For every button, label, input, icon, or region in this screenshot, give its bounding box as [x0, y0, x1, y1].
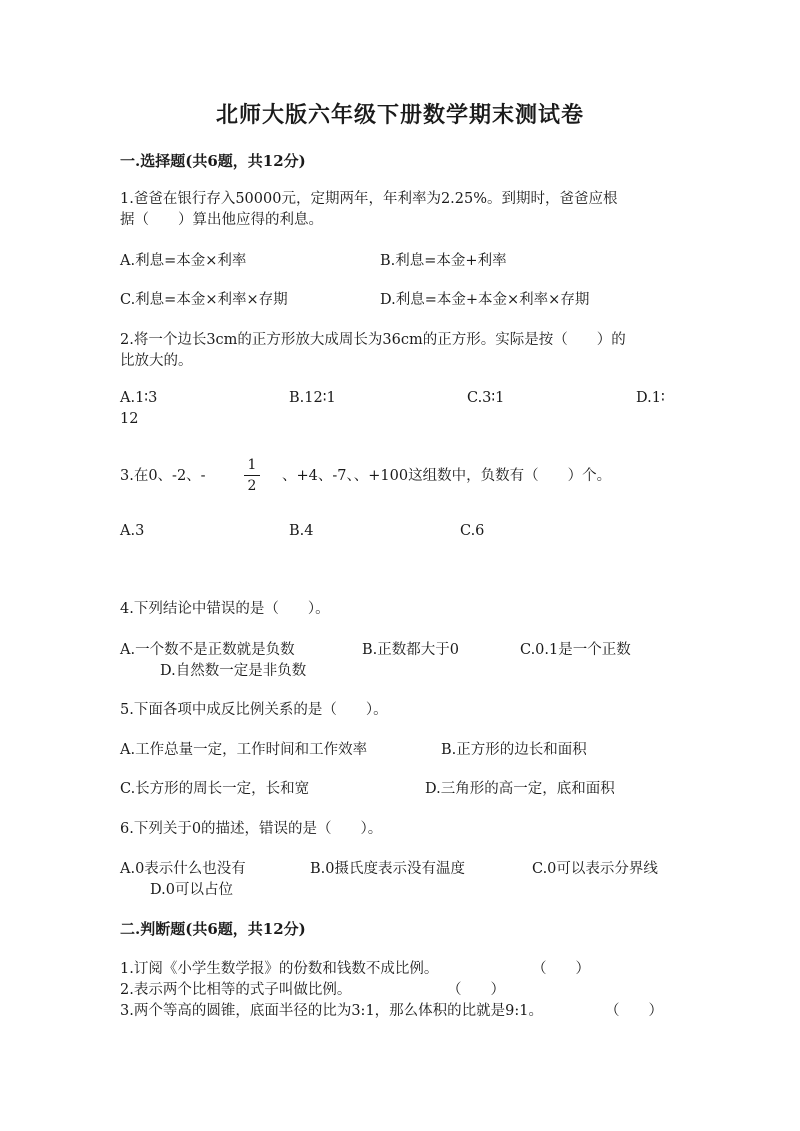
question-1-option-b[interactable]: B.利息=本金+利率	[380, 253, 507, 269]
question-2-option-a[interactable]: A.1∶3	[120, 390, 158, 406]
question-5-option-c[interactable]: C.长方形的周长一定，长和宽	[120, 781, 310, 797]
fraction-one-half	[244, 456, 260, 495]
question-5-line-1: 5.下面各项中成反比例关系的是（ ）。	[120, 702, 388, 718]
fraction-numerator: 1	[247, 457, 257, 473]
question-1-line-1: 1.爸爸在银行存入50000元，定期两年，年利率为2.25%。到期时，爸爸应根	[120, 191, 618, 207]
question-1-option-c[interactable]: C.利息=本金×利率×存期	[120, 292, 288, 308]
page-title: 北师大版六年级下册数学期末测试卷	[215, 102, 584, 128]
question-4-option-c[interactable]: C.0.1是一个正数	[520, 642, 631, 658]
question-5-option-a[interactable]: A.工作总量一定，工作时间和工作效率	[120, 742, 368, 758]
judge-item-1-blank[interactable]: （ ）	[532, 961, 590, 977]
question-6-line-1: 6.下列关于0的描述，错误的是（ ）。	[120, 821, 383, 837]
question-6-option-b[interactable]: B.0摄氏度表示没有温度	[310, 861, 465, 877]
question-3-option-c[interactable]: C.6	[460, 523, 485, 539]
question-4-line-1: 4.下列结论中错误的是（ ）。	[120, 601, 330, 617]
question-2-option-c[interactable]: C.3∶1	[467, 390, 505, 406]
fraction-denominator: 2	[247, 478, 257, 494]
question-6-option-a[interactable]: A.0表示什么也没有	[120, 861, 246, 877]
question-2-line-2: 比放大的。	[120, 353, 193, 369]
question-1-line-2: 据（ ）算出他应得的利息。	[120, 212, 323, 228]
section-heading-true-false: 二.判断题(共6题，共12分)	[120, 920, 306, 938]
judge-item-2: 2.表示两个比相等的式子叫做比例。	[120, 982, 352, 998]
question-3-option-a[interactable]: A.3	[120, 523, 145, 539]
question-4-option-a[interactable]: A.一个数不是正数就是负数	[120, 642, 295, 658]
question-3-option-b[interactable]: B.4	[289, 523, 314, 539]
section-heading-choice: 一.选择题(共6题，共12分)	[120, 152, 306, 170]
question-2-option-b[interactable]: B.12∶1	[289, 390, 336, 406]
judge-item-2-blank[interactable]: （ ）	[447, 982, 505, 998]
question-5-option-b[interactable]: B.正方形的边长和面积	[441, 742, 587, 758]
question-2-option-d[interactable]: D.1∶	[636, 390, 665, 406]
question-3-suffix: 、+4、-7、、+100这组数中，负数有（ ）个。	[282, 468, 612, 484]
question-2-line-1: 2.将一个边长3cm的正方形放大成周长为36cm的正方形。实际是按（ ）的	[120, 332, 626, 348]
question-6-option-d[interactable]: D.0可以占位	[150, 882, 233, 898]
question-6-option-c[interactable]: C.0可以表示分界线	[532, 861, 658, 877]
judge-item-1: 1.订阅《小学生数学报》的份数和钱数不成比例。	[120, 961, 439, 977]
question-1-option-d[interactable]: D.利息=本金+本金×利率×存期	[380, 292, 590, 308]
judge-item-3: 3.两个等高的圆锥，底面半径的比为3:1，那么体积的比就是9:1。	[120, 1003, 544, 1019]
question-4-option-b[interactable]: B.正数都大于0	[362, 642, 459, 658]
judge-item-3-blank[interactable]: （ ）	[605, 1003, 663, 1019]
question-5-option-d[interactable]: D.三角形的高一定，底和面积	[425, 781, 615, 797]
fraction-bar	[244, 475, 260, 476]
question-3-prefix: 3.在0、-2、-	[120, 468, 206, 484]
question-1-option-a[interactable]: A.利息=本金×利率	[120, 253, 247, 269]
question-4-option-d[interactable]: D.自然数一定是非负数	[160, 663, 307, 679]
question-2-option-d-continued: 12	[120, 411, 139, 427]
